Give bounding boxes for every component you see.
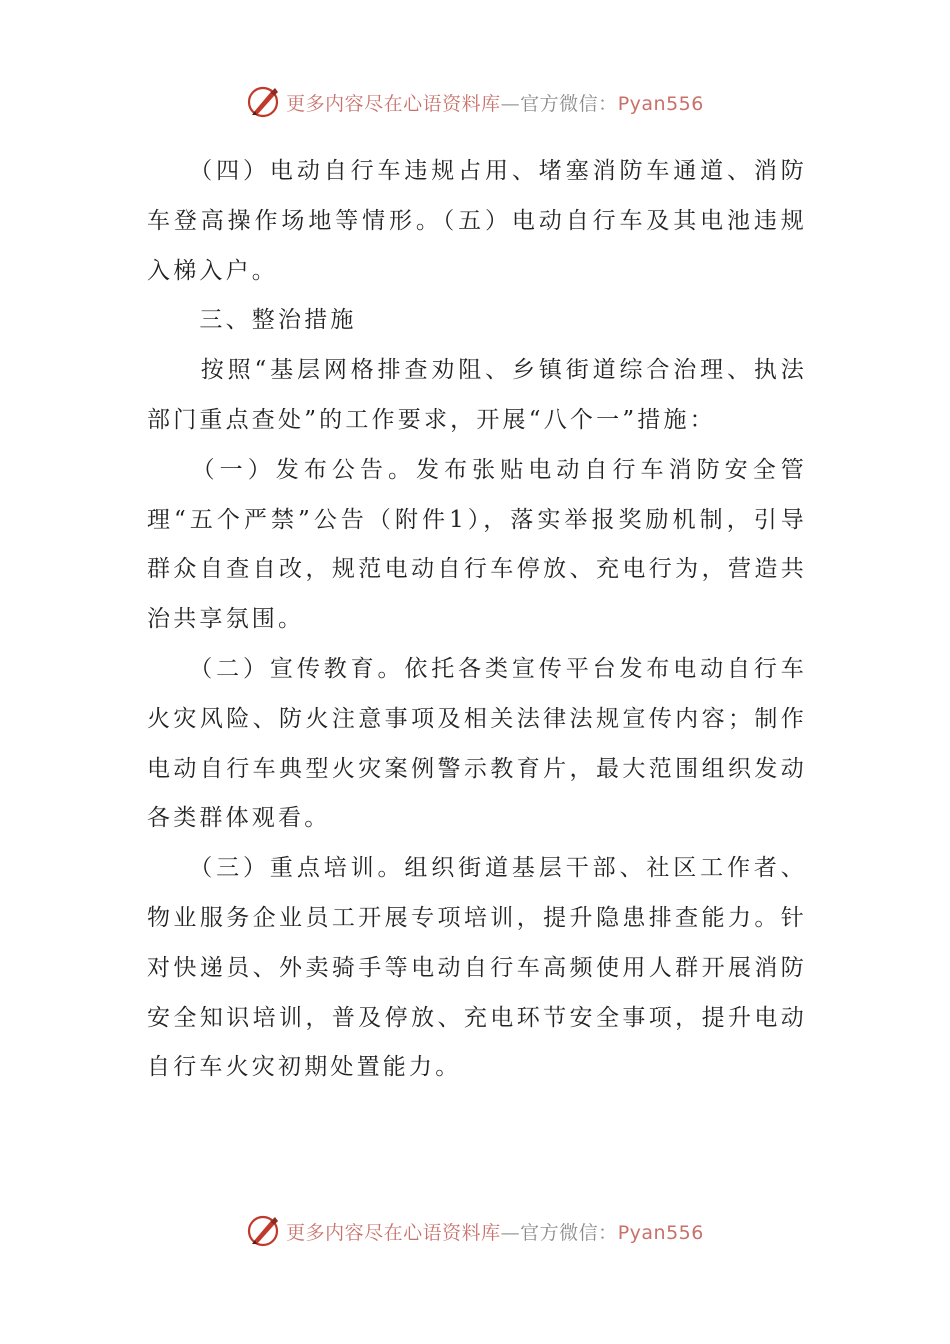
watermark-footer <box>0 1209 950 1253</box>
paragraph-measure-1: （一）发布公告。发布张贴电动自行车消防安全管理“五个严禁”公告（附件1），落实举报奖励机制，引导群众自查自改，规范电动自行车停放、充电行为，营造共治共享氛围。 <box>147 456 807 633</box>
watermark-label: 官方微信： <box>520 92 618 115</box>
watermark-separator: — <box>500 92 521 115</box>
watermark-header <box>0 80 950 124</box>
watermark-prefix: 更多内容尽在心语资料库 <box>286 1221 501 1244</box>
paragraph-measure-2: （二）宣传教育。依托各类宣传平台发布电动自行车火灾风险、防火注意事项及相关法律法规宣传内容；制作电动自行车典型火灾案例警示教育片，最大范围组织发动各类群体观看。 <box>147 655 807 832</box>
paragraph-item-4-5: （四）电动自行车违规占用、堵塞消防车通道、消防车登高操作场地等情形。（五）电动自行车及其电池违规入梯入户。 <box>147 158 807 284</box>
paragraph-measure-3: （三）重点培训。组织街道基层干部、社区工作者、物业服务企业员工开展专项培训，提升隐患排查能力。针对快递员、外卖骑手等电动自行车高频使用人群开展消防安全知识培训，普及停放、充电环节安全事项，提升电动自行车火灾初期处置能力。 <box>147 855 807 1081</box>
watermark-prefix: 更多内容尽在心语资料库 <box>286 92 501 115</box>
paragraph-intro: 按照“基层网格排查劝阻、乡镇街道综合治理、执法部门重点查处”的工作要求，开展“八个一”措施： <box>147 357 807 433</box>
pen-logo-icon <box>246 1213 282 1249</box>
watermark-id: Pyan556 <box>617 92 704 115</box>
watermark-text <box>286 89 704 116</box>
document-body <box>147 147 807 1093</box>
pen-logo-icon <box>246 84 282 120</box>
watermark-label: 官方微信： <box>520 1221 618 1244</box>
section-heading-measures: 三、整治措施 <box>147 307 357 334</box>
watermark-separator: — <box>500 1221 521 1244</box>
watermark-id: Pyan556 <box>617 1221 704 1244</box>
watermark-text <box>286 1218 704 1245</box>
